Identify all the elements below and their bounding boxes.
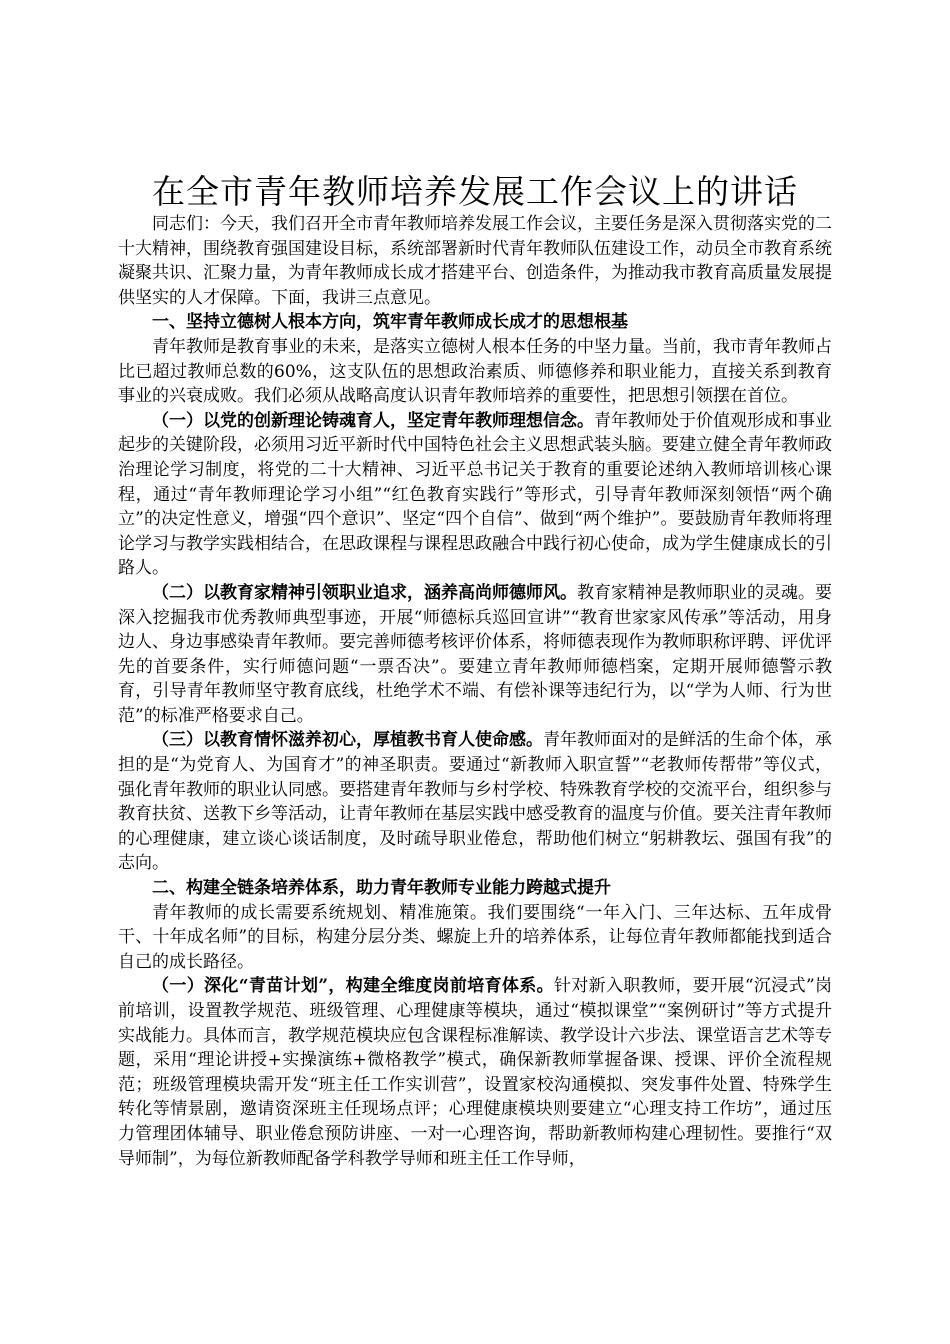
- section-1-item-2: [118, 581, 832, 729]
- section-1-item-3-lead: （三）以教育情怀滋养初心，厚植教书育人使命感。: [152, 730, 543, 751]
- section-1-item-1: [118, 409, 832, 581]
- section-2-heading: 二、构建全链条培养体系，助力青年教师专业能力跨越式提升: [152, 878, 611, 899]
- section-2-item-1: [118, 974, 832, 1171]
- section-2-body: 青年教师的成长需要系统规划、精准施策。我们要围绕“一年入门、三年达标、五年成骨干、十年成名师”的目标，构建分层分类、螺旋上升的培养体系，让每位青年教师都能找到适合自己的成长路径。: [118, 902, 832, 972]
- document-title: 在全市青年教师培养发展工作会议上的讲话: [152, 172, 798, 211]
- section-1-item-1-lead: （一）以党的创新理论铸魂育人，坚定青年教师理想信念。: [152, 410, 594, 431]
- section-1-body: 青年教师是教育事业的未来，是落实立德树人根本任务的中坚力量。当前，我市青年教师占比已超过教师总数的60%，这支队伍的思想政治素质、师德修养和职业能力，直接关系到教育事业的兴衰成败。我们必须从战略高度认识青年教师培养的重要性，把思想引领摆在首位。: [118, 336, 832, 407]
- section-2-item-1-text: 针对新入职教师，要开展“沉浸式”岗前培训，设置教学规范、班级管理、心理健康等模块，通过“模拟课堂”“案例研讨”等方式提升实战能力。具体而言，教学规范模块应包含课程标准解读、教学设计六步法、课堂语言艺术等专题，采用“理论讲授+实操演练+微格教学”模式，确保新教师掌握备课、授课、评价全流程规范；班级管理模块需开发“班主任工作实训营”，设置家校沟通模拟、突发事件处置、特殊学生转化等情景剧，邀请资深班主任现场点评；心理健康模块则要建立“心理支持工作坊”，通过压力管理团体辅导、职业倦怠预防讲座、一对一心理咨询，帮助新教师构建心理韧性。要推行“双导师制”，为每位新教师配备学科教学导师和班主任工作导师，: [118, 976, 832, 1169]
- section-1-item-1-text: 青年教师处于价值观形成和事业起步的关键阶段，必须用习近平新时代中国特色社会主义思想武装头脑。要建立健全青年教师政治理论学习制度，将党的二十大精神、习近平总书记关于教育的重要论述纳入教师培训核心课程，通过“青年教师理论学习小组”“红色教育实践行”等形式，引导青年教师深刻领悟“两个确立”的决定性意义，增强“四个意识”、坚定“四个自信”、做到“两个维护”。要鼓励青年教师将理论学习与教学实践相结合，在思政课程与课程思政融合中践行初心使命，成为学生健康成长的引路人。: [118, 410, 832, 579]
- section-1-heading: 一、坚持立德树人根本方向，筑牢青年教师成长成才的思想根基: [152, 312, 628, 333]
- section-1-item-3-text: 青年教师面对的是鲜活的生命个体，承担的是“为党育人、为国育才”的神圣职责。要通过“新教师入职宣誓”“老教师传帮带”等仪式，强化青年教师的职业认同感。要搭建青年教师与乡村学校、特殊教育学校的交流平台，组织参与教育扶贫、送教下乡等活动，让青年教师在基层实践中感受教育的温度与价值。要关注青年教师的心理健康，建立谈心谈话制度，及时疏导职业倦怠，帮助他们树立“躬耕教坛、强国有我”的志向。: [118, 730, 832, 874]
- section-2-item-1-lead: （一）深化“青苗计划”，构建全维度岗前培育体系。: [152, 976, 554, 997]
- intro-paragraph: 同志们：今天，我们召开全市青年教师培养发展工作会议，主要任务是深入贯彻落实党的二十大精神，围绕教育强国建设目标，系统部署新时代青年教师队伍建设工作，动员全市教育系统凝聚共识、汇聚力量，为青年教师成长成才搭建平台、创造条件，为推动我市教育高质量发展提供坚实的人才保障。下面，我讲三点意见。: [118, 214, 832, 308]
- section-1-item-2-text: 教育家精神是教师职业的灵魂。要深入挖掘我市优秀教师典型事迹，开展“师德标兵巡回宣讲”“教育世家家风传承”等活动，用身边人、身边事感染青年教师。要完善师德考核评价体系，将师德表现作为教师职称评聘、评优评先的首要条件，实行师德问题“一票否决”。要建立青年教师师德档案，定期开展师德警示教育，引导青年教师坚守教育底线，杜绝学术不端、有偿补课等违纪行为，以“学为人师、行为世范”的标准严格要求自己。: [118, 582, 832, 726]
- document-body: [118, 172, 832, 1171]
- section-1-item-3: [118, 728, 832, 876]
- section-1-item-2-lead: （二）以教育家精神引领职业追求，涵养高尚师德师风。: [152, 582, 577, 603]
